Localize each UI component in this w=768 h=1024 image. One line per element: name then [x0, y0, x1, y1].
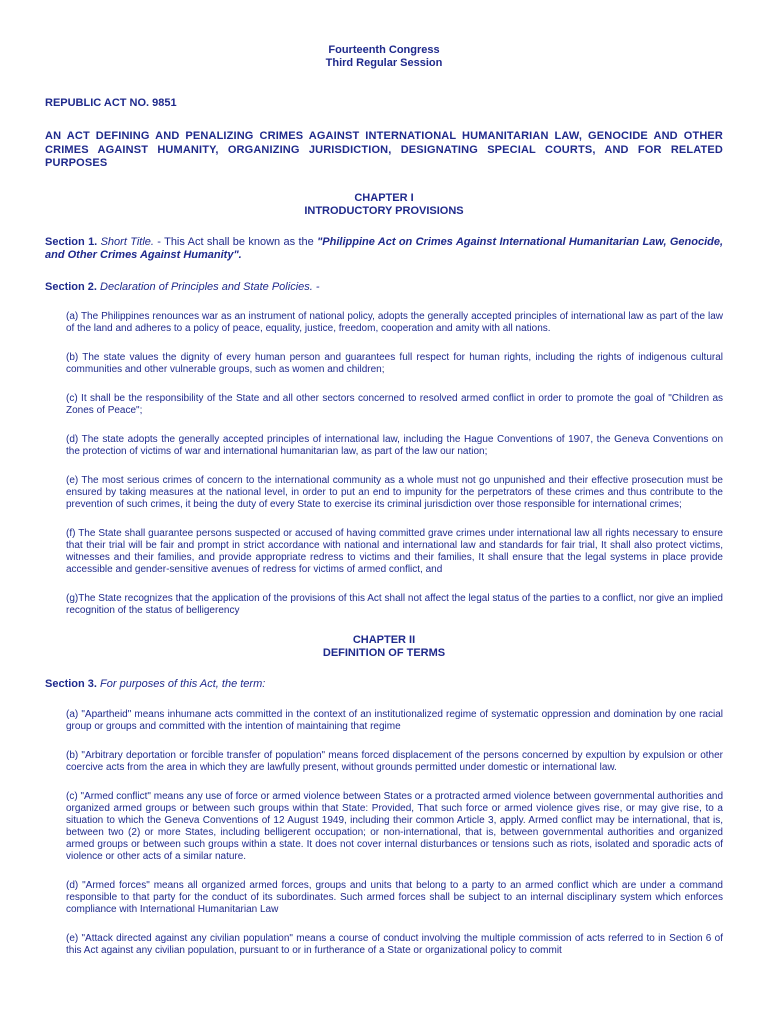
section-3-label: Section 3.	[45, 678, 97, 690]
section-3-para-c: (c) "Armed conflict" means any use of force or armed violence between States or a protracted armed violence between governmental authorities and organized armed groups or between such groups within that State: Provided, That such force or armed violence gives rise, or may give rise, to a situation to which the Geneva Conventions of 12 August 1949, including their common Article 3, apply. Armed conflict may be international, that is, between two (2) or more States, including belligerent occupation; or non-international, that is, between governmental authorities and organized armed groups or between such groups within a state. It does not cover internal disturbances or tensions such as riots, isolated and sporadic acts of violence or other acts of a similar nature.	[66, 790, 723, 862]
chapter-1-title: INTRODUCTORY PROVISIONS	[304, 204, 464, 217]
section-3-para-e: (e) "Attack directed against any civilian population" means a course of conduct involving the multiple commission of acts referred to in Section 6 of this Act against any civilian population, pursuant to or in furtherance of a State or organizational policy to commit	[66, 932, 723, 956]
section-3	[45, 678, 723, 692]
section-2-para-f: (f) The State shall guarantee persons suspected or accused of having committed grave crimes under international law all rights necessary to ensure that their trial will be fair and prompt in strict accordance with national and international law and standards for fair trial, It shall also protect victims, witnesses and their families, and provide appropriate redress to victims and their families, It shall ensure that the legal systems in place provide accessible and gender-sensitive avenues of redress for victims of armed conflict, and	[66, 528, 723, 575]
section-2-para-e: (e) The most serious crimes of concern to the international community as a whole must not go unpunished and their effective prosecution must be ensured by taking measures at the national level, in order to put an end to impunity for the perpetrators of these crimes and thus contribute to the prevention of such crimes, it being the duty of every State to exercise its criminal jurisdiction over those responsible for international crimes;	[66, 475, 723, 510]
section-1-label: Section 1.	[45, 235, 98, 248]
chapter-2-heading	[45, 634, 723, 660]
section-3-para-a: (a) "Apartheid" means inhumane acts committed in the context of an institutionalized regime of systematic oppression and domination by one racial group or groups and committed with the intention of maintaining that regime	[66, 708, 723, 732]
chapter-1-heading	[45, 192, 723, 218]
section-1-title: Short Title.	[100, 235, 154, 248]
section-3-para-d: (d) "Armed forces" means all organized armed forces, groups and units that belong to a party to an armed conflict which are under a command responsible to that party for the conduct of its subordinates. Such armed forces shall be subject to an internal disciplinary system which enforces compliance with International Humanitarian Law	[66, 879, 723, 915]
document-page	[45, 44, 723, 974]
section-1-text: - This Act shall be known as the	[153, 235, 318, 248]
congress-label: Fourteenth Congress	[328, 44, 440, 56]
section-2-para-g: (g)The State recognizes that the application of the provisions of this Act shall not affect the legal status of the parties to a conflict, nor give an implied recognition of the status of belligerency	[66, 593, 723, 616]
act-title: AN ACT DEFINING AND PENALIZING CRIMES AGAINST INTERNATIONAL HUMANITARIAN LAW, GENOCIDE AND OTHER CRIMES AGAINST HUMANITY, ORGANIZING JURISDICTION, DESIGNATING SPECIAL COURTS, AND FOR RELATED PURPOSES	[45, 130, 723, 169]
section-2-label: Section 2.	[45, 280, 97, 293]
section-2-para-b: (b) The state values the dignity of every human person and guarantees full respect for human rights, including the rights of indigenous cultural communities and other vulnerable groups, such as women and children;	[66, 352, 723, 375]
section-2-para-a: (a) The Philippines renounces war as an instrument of national policy, adopts the generally accepted principles of international law as part of the law of the land and adheres to a policy of peace, equality, justice, freedom, cooperation and amity with all nations.	[66, 311, 723, 334]
section-1-act-name: "Philippine Act on Crimes Against International Humanitarian Law, Genocide, and Other Crimes Against Humanity".	[45, 235, 724, 261]
section-2	[45, 281, 723, 295]
chapter-2-title: DEFINITION OF TERMS	[322, 647, 446, 659]
section-2-para-c: (c) It shall be the responsibility of the State and all other sectors concerned to resolved armed conflict in order to promote the goal of "Children as Zones of Peace";	[66, 393, 723, 416]
section-2-para-d: (d) The state adopts the generally accepted principles of international law, including the Hague Conventions of 1907, the Geneva Conventions on the protection of victims of war and international humanitarian law, as part of the law our nation;	[66, 434, 723, 457]
section-2-title: Declaration of Principles and State Policies. -	[100, 280, 320, 293]
section-3-para-b: (b) "Arbitrary deportation or forcible transfer of population" means forced displacement of the persons concerned by expultion by expulsion or other coercive acts from the area in which they are lawfully present, without grounds permitted under domestic or international law.	[66, 749, 723, 773]
chapter-1-number: CHAPTER I	[354, 191, 414, 204]
section-3-title: For purposes of this Act, the term:	[100, 678, 266, 690]
document-header	[45, 44, 723, 70]
chapter-2-number: CHAPTER II	[352, 634, 416, 646]
section-1	[45, 236, 723, 263]
session-label: Third Regular Session	[325, 57, 443, 69]
republic-act-number: REPUBLIC ACT NO. 9851	[45, 97, 177, 109]
